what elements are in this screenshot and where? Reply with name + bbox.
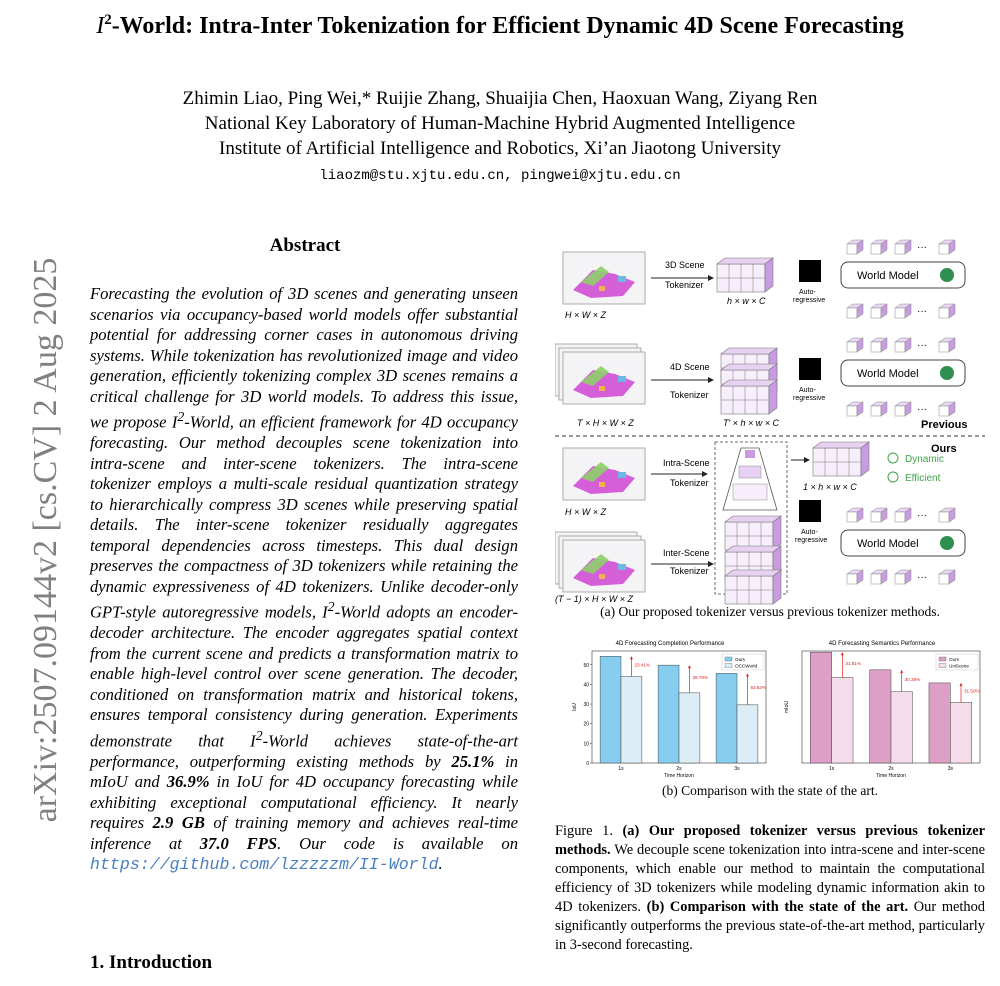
improvement-label: 30.38%: [904, 676, 921, 682]
bar-ours: [716, 673, 737, 763]
svg-text:World Model: World Model: [857, 368, 919, 380]
x-tick-label: 2s: [676, 766, 682, 772]
legend-swatch: [939, 664, 946, 668]
x-tick-label: 1s: [829, 766, 835, 772]
affiliation-lab: National Key Laboratory of Human-Machine Hybrid Augmented Intelligence: [204, 113, 796, 134]
bar-uniscene: [891, 692, 912, 763]
svg-text:4D Scene: 4D Scene: [670, 362, 710, 372]
introduction-heading: 1. Introduction: [90, 952, 213, 973]
x-axis-label: Time Horizon: [876, 773, 906, 779]
svg-text:Tokenizer: Tokenizer: [665, 280, 704, 290]
svg-text:···: ···: [917, 510, 927, 521]
figure-1a-diagram: [555, 230, 985, 630]
y-tick-label: 30: [583, 702, 589, 709]
bar-ours: [810, 652, 831, 763]
y-axis-label: IoU: [572, 703, 578, 711]
svg-text:Efficient: Efficient: [905, 473, 941, 484]
svg-text:···: ···: [917, 242, 927, 253]
svg-text:regressive: regressive: [793, 297, 826, 304]
chart-title: 4D Forecasting Semantics Performance: [828, 641, 936, 647]
figure-1a-caption: (a) Our proposed tokenizer versus previous tokenizer methods.: [600, 604, 940, 619]
svg-text:Dynamic: Dynamic: [905, 454, 944, 465]
figure-1b-caption: (b) Comparison with the state of the art.: [662, 783, 878, 798]
svg-text:World Model: World Model: [857, 270, 919, 282]
svg-text:Tokenizer: Tokenizer: [670, 566, 709, 576]
svg-text:···: ···: [917, 404, 927, 415]
svg-text:Tokenizer: Tokenizer: [670, 478, 709, 488]
x-tick-label: 2s: [888, 766, 894, 772]
svg-text:Ours: Ours: [931, 443, 957, 455]
svg-text:···: ···: [917, 340, 927, 351]
x-tick-label: 1s: [618, 766, 624, 772]
improvement-arrowhead: [746, 673, 749, 676]
bar-ours: [600, 656, 621, 763]
svg-text:Intra-Scene: Intra-Scene: [663, 458, 710, 468]
y-axis-label: mIoU: [784, 701, 790, 713]
title-rest: -World: Intra-Inter Tokenization for Efficient Dynamic 4D Scene Forecasting: [111, 13, 904, 39]
improvement-arrowhead: [960, 683, 963, 686]
legend-entry: UniScene: [949, 663, 969, 669]
svg-text:···: ···: [917, 306, 927, 317]
legend-swatch: [939, 657, 946, 661]
figure-1-caption: Figure 1. (a) Our proposed tokenizer versus previous tokenizer methods. We decouple scene tokenization into intra-scene and inter-scene components, which enable our method to maintain the computational efficiency of 3D tokenizers while modeling dynamic information akin to 4D tokenizers. (b) Comparison with the state of the art. Our method significantly outperforms the previous state-of-the-art method, particularly in 3-second forecasting.: [555, 823, 986, 953]
legend-entry: Ours: [735, 657, 745, 662]
y-tick-label: 0: [586, 761, 589, 767]
svg-text:H × W × Z: H × W × Z: [565, 507, 607, 517]
figure-1b-charts: [560, 635, 985, 785]
affiliation-institute: Institute of Artificial Intelligence and Robotics, Xi’an Jiaotong University: [219, 138, 781, 159]
title-superscript: 2: [104, 12, 112, 28]
improvement-label: 23.41%: [634, 662, 651, 668]
bar-occworld: [679, 693, 700, 763]
bar-ours: [658, 665, 679, 763]
bar-ours: [929, 683, 950, 763]
svg-text:Auto-: Auto-: [801, 529, 818, 536]
improvement-arrowhead: [900, 670, 903, 673]
abstract-body: Forecasting the evolution of 3D scenes and generating unseen scenarios via occupancy-based world models offer substantial potential for addressing corner cases in autonomous driving systems. While tokenization has revolutionized image and video generation, efficiently tokenizing complex 3D scenes remains a critical challenge for 3D world models. To address this issue, we propose $I^2$-World, an efficient framework for 4D occupancy forecasting. Our method decouples scene tokenization into intra-scene and inter-scene tokenizers. The intra-scene tokenizer employs a multi-scale residual quantization strategy to hierarchically compress 3D scenes while preserving spatial details. The inter-scene tokenizer residually aggregates temporal dependencies across timesteps. This dual design preserves the compactness of 3D tokenizers while retaining the dynamic expressiveness of 4D tokenizers. Unlike decoder-only GPT-style autoregressive models, $I^2$-World adopts an encoder-decoder architecture. The encoder aggregates spatial context from the current scene and predicts a transformation matrix to enable high-level control over scene generation. The decoder, conditioned on transformation matrix and historical tokens, ensures temporal consistency during generation. Experiments demonstrate that $I^2$-World achieves state-of-the-art performance, outperforming existing methods by 25.1% in mIoU and 36.9% in IoU for 4D occupancy forecasting while exhibiting exceptional computational efficiency. It nearly requires 2.9 GB of training memory and achieves real-time inference at 37.0 FPS. Our code is available on https://github.com/lzzzzzm/II-World.: [90, 284, 519, 875]
code-link[interactable]: https://github.com/lzzzzzm/II-World: [90, 855, 439, 875]
svg-text:···: ···: [917, 572, 927, 583]
improvement-arrowhead: [630, 656, 633, 659]
svg-text:T × H × W × Z: T × H × W × Z: [577, 418, 634, 428]
svg-text:(T − 1) × H × W × Z: (T − 1) × H × W × Z: [555, 594, 634, 604]
y-tick-label: 40: [583, 682, 589, 689]
improvement-label: 31.81%: [845, 660, 861, 666]
y-tick-label: 10: [583, 741, 589, 748]
author-list: Zhimin Liao, Ping Wei,* Ruijie Zhang, Shuaijia Chen, Haoxuan Wang, Ziyang Ren: [182, 88, 818, 109]
improvement-label: 53.63%: [750, 685, 767, 691]
bar-uniscene: [832, 677, 853, 763]
bar-occworld: [621, 677, 642, 763]
svg-text:Tokenizer: Tokenizer: [670, 390, 709, 400]
improvement-label: 31.50%: [964, 688, 980, 694]
x-tick-label: 3s: [734, 766, 740, 772]
svg-text:H × W × Z: H × W × Z: [565, 310, 607, 320]
svg-text:Previous: Previous: [921, 419, 968, 431]
legend-entry: OCCWorld: [735, 663, 758, 669]
legend-entry: Ours: [949, 657, 959, 662]
legend-swatch: [725, 664, 732, 668]
svg-text:Inter-Scene: Inter-Scene: [663, 548, 710, 558]
improvement-arrowhead: [688, 665, 691, 668]
author-emails[interactable]: liaozm@stu.xjtu.edu.cn, pingwei@xjtu.edu.cn: [319, 168, 681, 184]
svg-text:h × w × C: h × w × C: [727, 296, 766, 306]
improvement-label: 39.79%: [692, 675, 709, 680]
abstract-heading: Abstract: [269, 235, 341, 256]
bar-uniscene: [950, 702, 971, 763]
svg-text:regressive: regressive: [793, 395, 826, 402]
legend-swatch: [725, 657, 732, 661]
x-tick-label: 3s: [947, 766, 953, 772]
svg-text:1 × h × w × C: 1 × h × w × C: [803, 482, 857, 492]
chart-title: 4D Forecasting Completion Performance: [615, 641, 725, 647]
bar-occworld: [737, 705, 758, 763]
svg-text:regressive: regressive: [795, 537, 828, 544]
improvement-arrowhead: [841, 652, 844, 655]
svg-text:Auto-: Auto-: [799, 387, 816, 394]
x-axis-label: Time Horizon: [664, 773, 694, 779]
y-tick-label: 50: [583, 662, 589, 669]
title-symbol: I: [96, 13, 105, 39]
y-tick-label: 20: [583, 721, 589, 728]
paper-title: [0, 12, 1000, 40]
arxiv-identifier: arXiv:2507.09144v2 [cs.CV] 2 Aug 2025: [27, 257, 64, 823]
svg-text:3D Scene: 3D Scene: [665, 260, 705, 270]
svg-text:T′ × h × w × C: T′ × h × w × C: [723, 418, 779, 428]
bar-ours: [870, 670, 891, 763]
svg-text:Auto-: Auto-: [799, 289, 816, 296]
svg-text:World Model: World Model: [857, 538, 919, 550]
